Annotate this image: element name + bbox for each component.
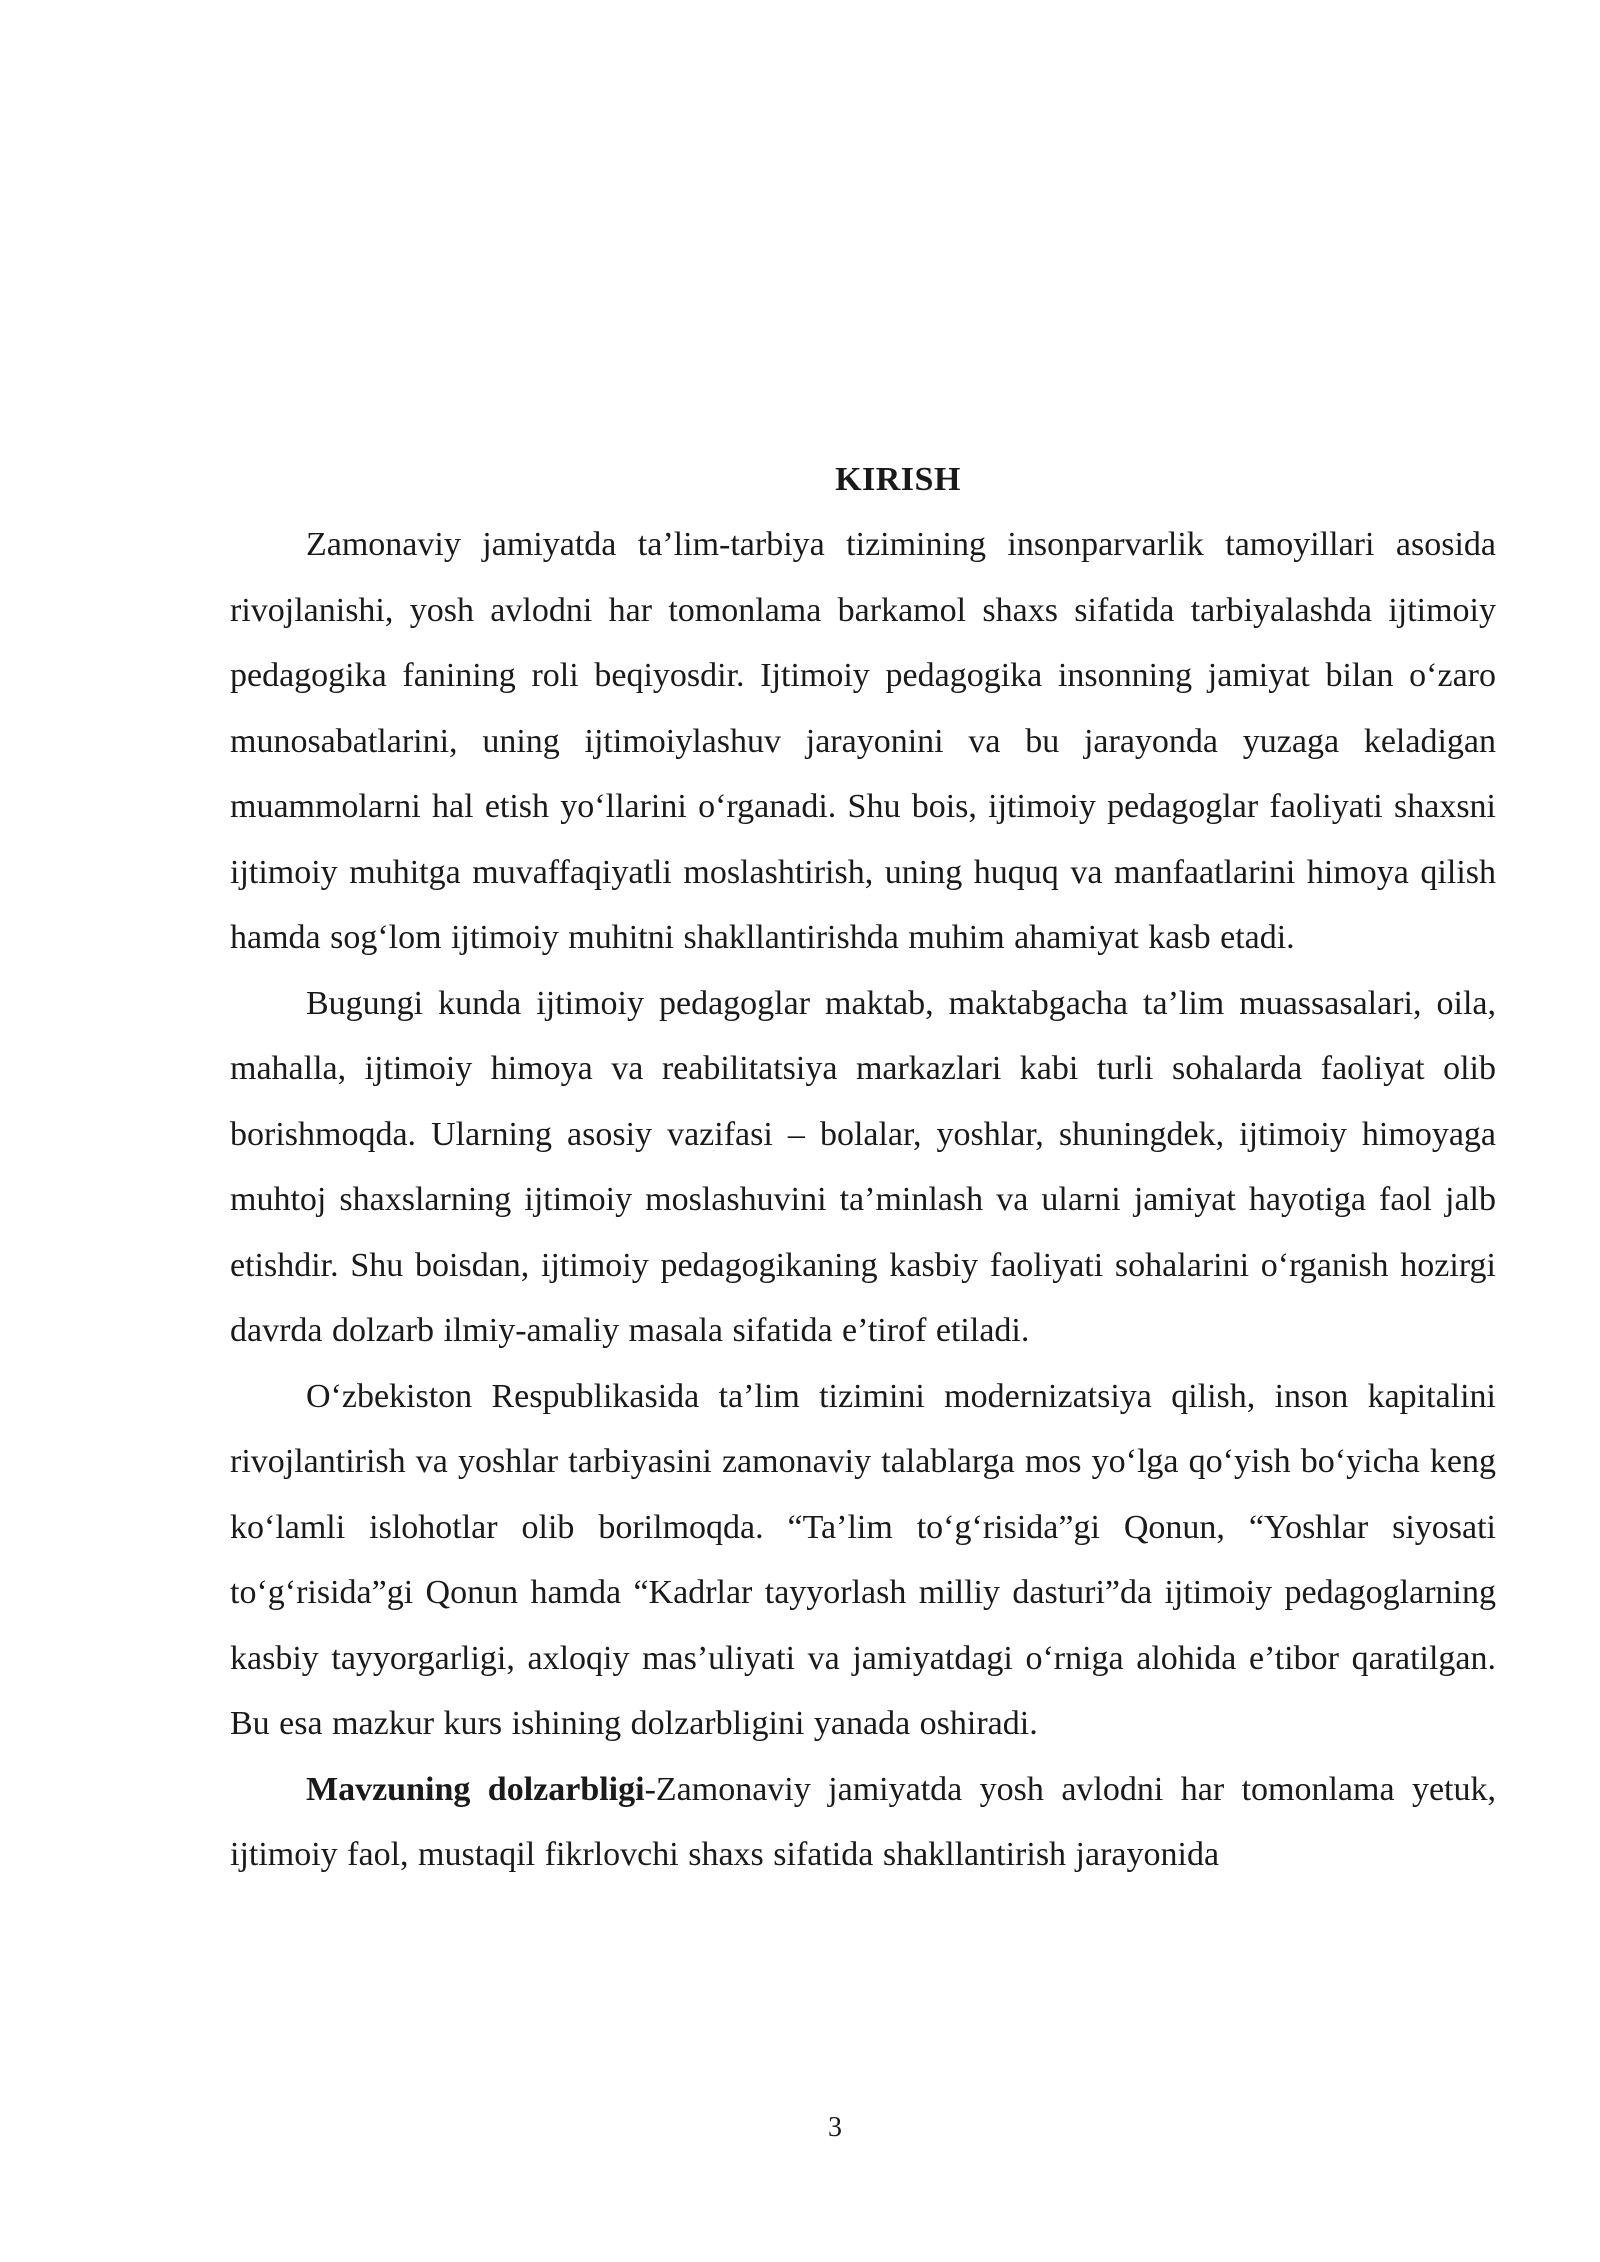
section-heading: KIRISH xyxy=(835,461,961,498)
paragraph-fields xyxy=(230,971,1496,1364)
paragraph-text: Zamonaviy jamiyatda ta’lim-tarbiya tizimining insonparvarlik tamoyillari asosida rivojlanishi, yosh avlodni har tomonlama barkamol shaxs sifatida tarbiyalashda ijtimoiy pedagogika fanining roli beqiyosdir. Ijtimoiy pedagogika insonning jamiyat bilan o‘zaro munosabatlarini, uning ijtimoiylashuv jarayonini va bu jarayonda yuzaga keladigan muammolarni hal etish yo‘llarini o‘rganadi. Shu bois, ijtimoiy pedagoglar faoliyati shaxsni ijtimoiy muhitga muvaffaqiyatli moslashtirish, uning huquq va manfaatlarini himoya qilish hamda sog‘lom ijtimoiy muhitni shakllantirishda muhim ahamiyat kasb etadi. xyxy=(230,526,1496,956)
paragraph-text: O‘zbekiston Respublikasida ta’lim tizimini modernizatsiya qilish, inson kapitalini rivojlantirish va yoshlar tarbiyasini zamonaviy talablarga mos yo‘lga qo‘yish bo‘yicha keng ko‘lamli islohotlar olib borilmoqda. “Ta’lim to‘g‘risida”gi Qonun, “Yoshlar siyosati to‘g‘risida”gi Qonun hamda “Kadrlar tayyorlash milliy dasturi”da ijtimoiy pedagoglarning kasbiy tayyorgarligi, axloqiy mas’uliyati va jamiyatdagi o‘rniga alohida e’tibor qaratilgan. Bu esa mazkur kurs ishining dolzarbligini yanada oshiradi. xyxy=(230,1377,1496,1742)
paragraph-text: Bugungi kunda ijtimoiy pedagoglar maktab, maktabgacha ta’lim muassasalari, oila, mahalla, ijtimoiy himoya va reabilitatsiya markazlari kabi turli sohalarda faoliyat olib borishmoqda. Ularning asosiy vazifasi – bolalar, yoshlar, shuningdek, ijtimoiy himoyaga muhtoj shaxslarning ijtimoiy moslashuvini ta’minlash va ularni jamiyat hayotiga faol jalb etishdir. Shu boisdan, ijtimoiy pedagogikaning kasbiy faoliyati sohalarini o‘rganish hozirgi davrda dolzarb ilmiy-amaliy masala sifatida e’tirof etiladi. xyxy=(230,984,1496,1349)
paragraph-intro xyxy=(230,512,1496,971)
paragraph-reforms xyxy=(230,1364,1496,1757)
paragraph-text: -Zamonaviy jamiyatda yosh avlodni har tomonlama yetuk, ijtimoiy faol, mustaqil fikrlovchi shaxs sifatida shakllantirish jarayonida xyxy=(230,1770,1497,1873)
page-number: 3 xyxy=(828,2112,842,2143)
page-content xyxy=(230,448,1496,1888)
paragraph-relevance xyxy=(230,1757,1496,1888)
paragraph-lead: Mavzuning dolzarbligi xyxy=(306,1770,645,1808)
